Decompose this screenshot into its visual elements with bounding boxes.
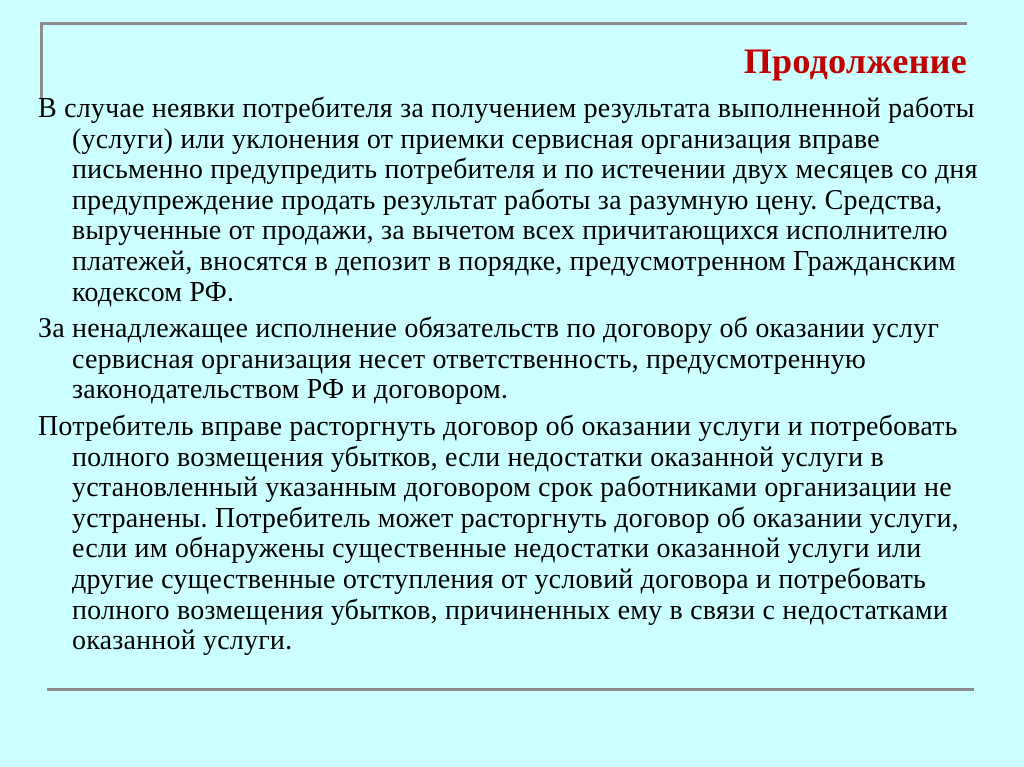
bottom-rule — [47, 688, 974, 691]
top-rule — [40, 22, 967, 25]
paragraph-termination: Потребитель вправе расторгнуть договор об оказании услуги и потребовать полного возмещения убытков, если недостатки оказанной услуги в установленный указанным договором срок работниками организации не устранены. Потребитель может расторгнуть договор об оказании услуги, если им обнаружены существенные недостатки оказанной услуги или другие существенные отступления от условий договора и потребовать полного возмещения убытков, причиненных ему в связи с недостатками оказанной услуги. — [38, 410, 959, 657]
slide-title: Продолжение — [743, 41, 967, 81]
paragraph-liability: За ненадлежащее исполнение обязательств по договору об оказании услуг сервисная организация несет ответственность, предусмотренную законодательством РФ и договором. — [38, 313, 940, 406]
paragraph-non-appearance: В случае неявки потребителя за получением результата выполненной работы (услуги) или уклонения от приемки сервисная организация вправе письменно предупредить потребителя и по истечении двух месяцев со дня предупреждение продать результат работы за разумную цену. Средства, вырученные от продажи, за вычетом всех причитающихся исполнителю платежей, вносятся в депозит в порядке, предусмотренном Гражданским кодексом РФ. — [38, 93, 978, 308]
slide-body — [38, 94, 990, 663]
left-rule — [40, 22, 43, 98]
